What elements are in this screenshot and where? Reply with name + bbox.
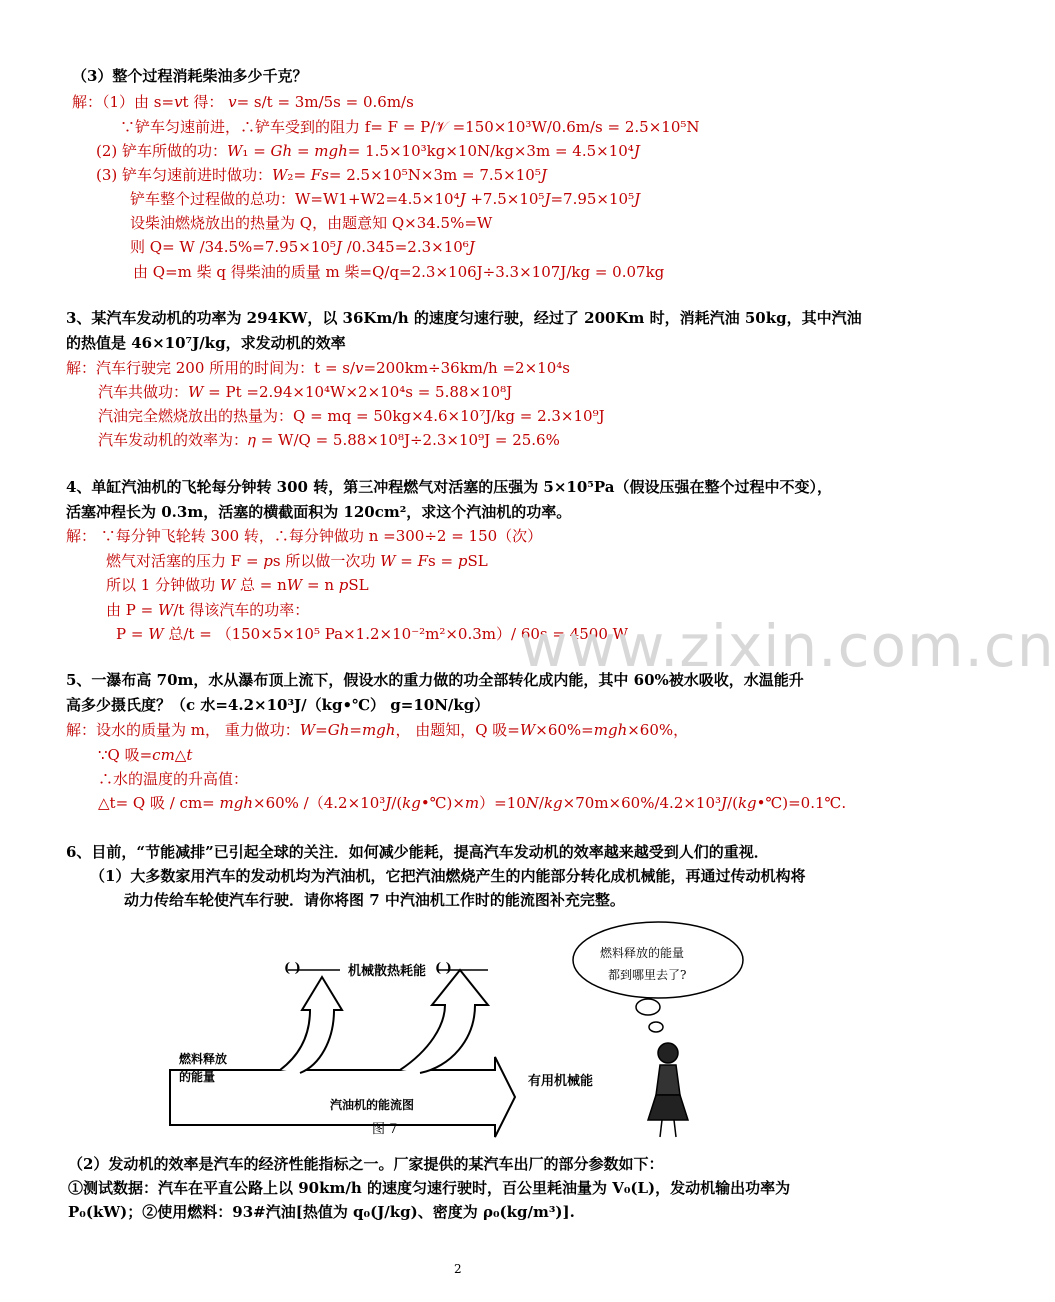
figure-caption: 图 7 [372, 1122, 398, 1137]
bubble-text: 都到哪里去了? [608, 968, 687, 982]
question-4-line: 活塞冲程长为 0.3m，活塞的横截面积为 120cm²，求这个汽油机的功率。 [66, 503, 572, 521]
answer-3-line: 汽车发动机的效率为：𝜂 = W/Q = 5.88×10⁸J÷2.3×10⁹J = 25.6% [98, 431, 560, 449]
question-5-line: 5、一瀑布高 70m，水从瀑布顶上流下，假设水的重力做的功全部转化成内能，其中 60%被水吸收，水温能升 [66, 671, 804, 689]
question-6-line: （1）大多数家用汽车的发动机均为汽油机，它把汽油燃烧产生的内能部分转化成机械能，再通过传动机构将 [90, 867, 806, 885]
label-input-energy: 燃料释放 [179, 1052, 228, 1066]
question-5-line: 高多少摄氏度？（c 水=4.2×10³J/（kg•℃） g=10N/kg） [66, 696, 490, 714]
answer-4-line: 由 P = 𝑊/t 得该汽车的功率： [106, 601, 310, 619]
question-6-part2-line: （2）发动机的效率是汽车的经济性能指标之一。厂家提供的某汽车出厂的部分参数如下： [68, 1155, 664, 1173]
q-part3-heading: （3）整个过程消耗柴油多少千克？ [72, 67, 308, 85]
answer-line: (3) 铲车匀速前进时做功：𝑊₂= 𝐹𝑠= 2.5×10⁵N×3m = 7.5×10⁵𝐽 [96, 166, 547, 184]
answer-3-line: 汽车共做功：𝑊 = Pt =2.94×10⁴W×2×10⁴s = 5.88×10⁸J [98, 383, 513, 401]
branch-arrow-2 [400, 970, 488, 1073]
question-4-line: 4、单缸汽油机的飞轮每分钟转 300 转，第三冲程燃气对活塞的压强为 5×10⁵Pa（假设压强在整个过程中不变）， [66, 478, 832, 496]
label-useful-energy: 有用机械能 [528, 1074, 594, 1089]
answer-line: ∵铲车匀速前进，∴铲车受到的阻力 f= F = P/𝒱 =150×10³W/0.6m/s = 2.5×10⁵N [120, 118, 700, 136]
diagram-title: 汽油机的能流图 [330, 1098, 415, 1112]
answer-3-line: 汽油完全燃烧放出的热量为：Q = mq = 50kg×4.6×10⁷J/kg = 2.3×10⁹J [98, 407, 605, 425]
branch-arrow-1 [280, 977, 342, 1073]
question-3-line: 3、某汽车发动机的功率为 294KW，以 36Km/h 的速度匀速行驶，经过了 200Km 时，消耗汽油 50kg，其中汽油 [66, 309, 862, 327]
answer-line: 设柴油燃烧放出的热量为 Q，由题意知 Q×34.5%=W [130, 214, 493, 232]
blank-1: ( ) [284, 961, 301, 976]
answer-3-line: 解：汽车行驶完 200 所用的时间为：t = s/𝑣=200km÷36km/h =2×10⁴s [66, 359, 570, 377]
thought-bubble-dot [649, 1022, 663, 1032]
watermark: www.zixin.com.cn [520, 612, 1055, 680]
label-mech-heat: 机械散热耗能 [348, 964, 427, 979]
answer-4-line: 燃气对活塞的压力 F = 𝑝s 所以做一次功 𝑊 = 𝐹s = 𝑝SL [106, 552, 488, 570]
question-6-line: 6、目前，“节能减排”已引起全球的关注．如何减少能耗，提高汽车发动机的效率越来越受到人们的重视． [66, 843, 769, 861]
answer-line: (2) 铲车所做的功：𝑊₁ = 𝐺ℎ = 𝑚𝑔ℎ= 1.5×10³kg×10N/kg×3m = 4.5×10⁴𝐽 [96, 142, 640, 160]
answer-5-line: △t= Q 吸 / cm= 𝑚𝑔ℎ×60% /（4.2×10³𝐽/(𝑘𝑔•℃)×𝑚）=10𝑁/𝑘𝑔×70m×60%/4.2×10³𝐽/(𝑘𝑔•℃)=0.1℃. [98, 794, 847, 812]
answer-5-line: ∴水的温度的升高值： [98, 770, 249, 788]
question-6-part2-line: ①测试数据：汽车在平直公路上以 90km/h 的速度匀速行驶时，百公里耗油量为 V₀(L)，发动机输出功率为 [68, 1179, 791, 1197]
label-input-energy: 的能量 [179, 1070, 216, 1084]
energy-flow-diagram [170, 915, 890, 1140]
answer-line: 解：（1）由 s=𝑣t 得： 𝑣= s/t = 3m/5s = 0.6m/s [72, 93, 414, 111]
answer-line: 由 Q=m 柴 q 得柴油的质量 m 柴=Q/q=2.3×106J÷3.3×107J/kg = 0.07kg [133, 263, 665, 281]
page-number: 2 [454, 1262, 462, 1276]
answer-4-line: 所以 1 分钟做功 𝑊 总 = n𝑊 = n 𝑝SL [106, 576, 369, 594]
girl-figure [648, 1043, 688, 1137]
question-6-line: 动力传给车轮使汽车行驶．请你将图 7 中汽油机工作时的能流图补充完整。 [124, 891, 625, 909]
answer-4-line: 解： ∵每分钟飞轮转 300 转，∴每分钟做功 n =300÷2 = 150（次） [66, 527, 543, 545]
answer-5-line: ∵Q 吸=𝑐𝑚△𝑡 [98, 746, 193, 764]
thought-bubble-dot [636, 999, 660, 1015]
answer-4-line: P = 𝑊 总/t = （150×5×10⁵ Pa×1.2×10⁻²m²×0.3m）/ 60s = 4500 W [116, 625, 629, 643]
answer-line: 铲车整个过程做的总功：W=W1+W2=4.5×10⁴𝐽 +7.5×10⁵𝐽=7.95×10⁵𝐽 [130, 190, 641, 208]
question-6-part2-line: P₀(kW)；②使用燃料：93#汽油[热值为 q₀(J/kg)、密度为 ρ₀(kg/m³)]. [68, 1203, 575, 1221]
answer-5-line: 解：设水的质量为 m， 重力做功：𝑊=𝐺ℎ=𝑚𝑔ℎ， 由题知，Q 吸=𝑊×60%=𝑚𝑔ℎ×60%， [66, 721, 689, 739]
blank-2: ( ) [435, 961, 452, 976]
answer-line: 则 Q= W /34.5%=7.95×10⁵𝐽 /0.345=2.3×10⁶𝐽 [130, 238, 475, 256]
bubble-text: 燃料释放的能量 [600, 946, 685, 960]
question-3-line: 的热值是 46×10⁷J/kg，求发动机的效率 [66, 334, 346, 352]
